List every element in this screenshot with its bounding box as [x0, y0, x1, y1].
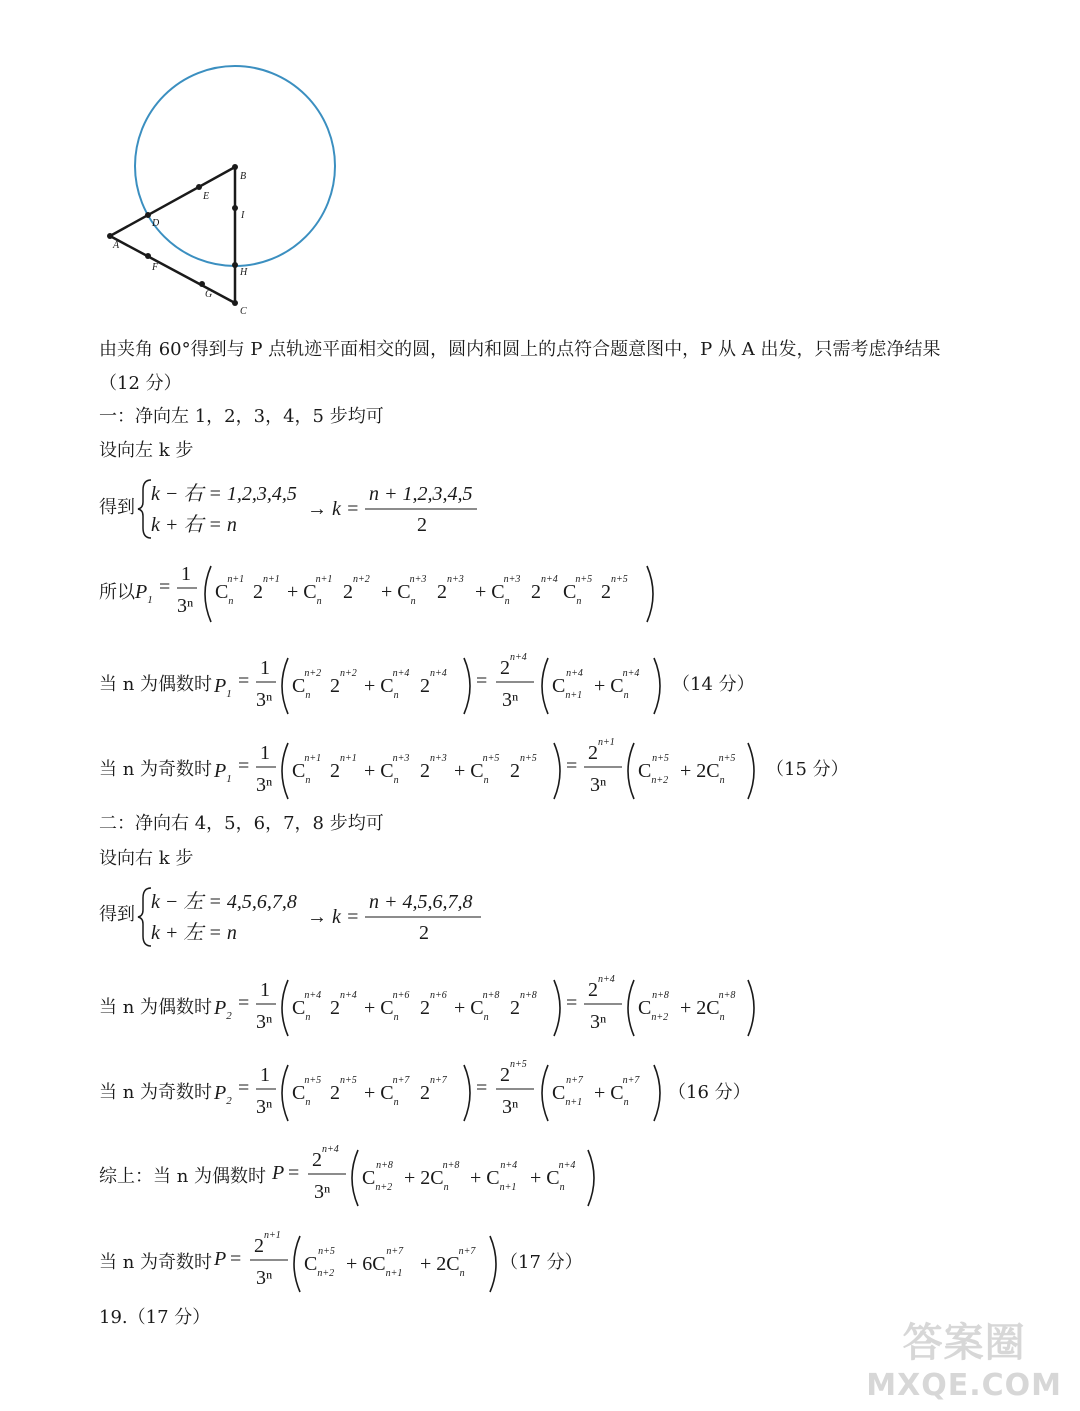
intro-text: 由夹角 60°得到与 P 点轨迹平面相交的圆，圆内和圆上的点符合题意图中，P 从 A 出发，只需考虑净结果: [99, 339, 941, 360]
label-B: B: [240, 171, 247, 182]
svg-text:n + 4,5,6,7,8: n + 4,5,6,7,8: [369, 891, 473, 913]
svg-text:+ Cn+1n+4: + $C_{n+1}n+4$: [470, 1160, 518, 1193]
svg-text:+ Cnn+6: + $C_nn+6$: [364, 990, 410, 1023]
svg-text:1: 1: [260, 742, 270, 764]
svg-text:2n+8: $2^{n+8}$: [510, 990, 537, 1019]
svg-text:2n+5: $2^{n+5}$: [330, 1075, 357, 1104]
svg-text:2n+6: $2^{n+6}$: [420, 990, 447, 1019]
odd-label-2: 当 n 为奇数时: [99, 1082, 213, 1103]
odd-label-1: 当 n 为奇数时: [99, 759, 213, 780]
svg-text:k − 右 = 1,2,3,4,5: k − 右 = 1,2,3,4,5: [151, 483, 297, 505]
svg-text:P: P: [214, 1248, 227, 1270]
svg-text:3ⁿ: 3ⁿ: [502, 1096, 519, 1118]
svg-text:2n+4: $2^{n+4}$: [420, 668, 447, 697]
svg-text:Cn+2n+5: $C_{n+2}n+5$: [304, 1246, 335, 1279]
svg-text:1: 1: [260, 657, 270, 679]
svg-text:+ Cnn+3: + $C_nn+3$: [475, 574, 521, 607]
svg-text:2n+5: $2^{n+5}$: [601, 574, 628, 603]
svg-text:3ⁿ: 3ⁿ: [177, 595, 194, 617]
svg-text:n + 1,2,3,4,5: n + 1,2,3,4,5: [369, 483, 473, 505]
svg-text:=: =: [238, 670, 250, 692]
svg-text:1: 1: [181, 563, 191, 585]
svg-text:+ Cnn+3: + $C_nn+3$: [381, 574, 427, 607]
p2-even-formula: [214, 962, 774, 1042]
svg-text:P2: $P_2$: [214, 997, 232, 1022]
svg-text:+ Cnn+5: + $C_nn+5$: [454, 753, 500, 786]
score-14: （14 分）: [672, 674, 755, 695]
svg-text:2: 2: [419, 922, 429, 944]
svg-text:=: =: [288, 1162, 300, 1184]
p-even-final: [272, 1132, 612, 1212]
svg-text:2n+4: $2^{n+4}$: [500, 652, 527, 679]
svg-text:2n+3: $2^{n+3}$: [420, 753, 447, 782]
geometry-figure: [95, 60, 355, 330]
score-15: （15 分）: [766, 759, 849, 780]
p1-odd-formula: [214, 725, 774, 805]
svg-text:P1: $P_1$: [214, 760, 232, 785]
case1-assume: 设向左 k 步: [99, 440, 194, 461]
svg-text:3ⁿ: 3ⁿ: [256, 1267, 273, 1289]
svg-text:2n+4: $2^{n+4}$: [531, 574, 558, 603]
svg-text:→ k =: → k =: [307, 906, 360, 928]
label-D: D: [152, 218, 160, 229]
svg-text:2n+4: $2^{n+4}$: [588, 974, 615, 1001]
watermark-logo: 答案圈 MXQE.COM: [866, 1320, 1062, 1403]
p-odd-final: [214, 1218, 514, 1298]
svg-text:Cn+2n+8: $C_{n+2}n+8$: [638, 990, 669, 1023]
svg-text:2n+3: $2^{n+3}$: [437, 574, 464, 603]
svg-text:3ⁿ: 3ⁿ: [590, 774, 607, 796]
svg-text:3ⁿ: 3ⁿ: [256, 774, 273, 796]
score-16: （16 分）: [668, 1082, 751, 1103]
even-label-2: 当 n 为偶数时: [99, 997, 213, 1018]
svg-text:2n+1: $2^{n+1}$: [330, 753, 357, 782]
svg-text:P: P: [272, 1162, 285, 1184]
svg-text:+ 2Cnn+8: + $2C_nn+8$: [680, 990, 736, 1023]
so-label: 所以: [99, 582, 135, 603]
case2-assume: 设向右 k 步: [99, 848, 194, 869]
p1-even-formula: [214, 640, 674, 720]
label-F: F: [152, 262, 159, 273]
label-E: E: [203, 191, 210, 202]
svg-text:2n+5: $2^{n+5}$: [500, 1059, 527, 1086]
p1-formula: [135, 558, 665, 630]
svg-text:=: =: [476, 1077, 488, 1099]
svg-text:Cn+1n+4: $C_{n+1}n+4$: [552, 668, 583, 701]
svg-text:Cnn+2: $C_nn+2$: [292, 668, 322, 701]
svg-text:=: =: [566, 992, 578, 1014]
svg-text:2n+4: $2^{n+4}$: [330, 990, 357, 1019]
svg-text:→ k =: → k =: [307, 498, 360, 520]
svg-text:+ 2Cnn+5: + $2C_nn+5$: [680, 753, 736, 786]
svg-text:3ⁿ: 3ⁿ: [502, 689, 519, 711]
triangle: [110, 167, 235, 303]
svg-text:k − 左 = 4,5,6,7,8: k − 左 = 4,5,6,7,8: [151, 891, 297, 913]
svg-text:Cnn+4: $C_nn+4$: [292, 990, 322, 1023]
svg-text:k + 左 = n: k + 左 = n: [151, 922, 237, 944]
svg-text:+ Cnn+7: + $C_nn+7$: [364, 1075, 410, 1108]
svg-text:1: 1: [260, 1064, 270, 1086]
svg-text:P1: $P_1$: [214, 675, 232, 700]
odd-final-label: 当 n 为奇数时: [99, 1252, 213, 1273]
svg-text:Cnn+1: $C_nn+1$: [215, 574, 245, 607]
svg-text:2n+2: $2^{n+2}$: [330, 668, 357, 697]
svg-text:P2: $P_2$: [214, 1082, 232, 1107]
svg-text:+ Cnn+4: + $C_nn+4$: [364, 668, 410, 701]
label-H: H: [240, 267, 248, 278]
svg-text:=: =: [238, 992, 250, 1014]
svg-text:+ 2Cnn+7: + $2C_nn+7$: [420, 1246, 476, 1279]
svg-text:2n+4: $2^{n+4}$: [312, 1144, 339, 1171]
label-A: A: [113, 240, 120, 251]
p2-odd-formula: [214, 1047, 674, 1127]
svg-text:Cn+1n+7: $C_{n+1}n+7$: [552, 1075, 583, 1108]
score-17: （17 分）: [500, 1252, 583, 1273]
case2-title: 二：净向右 4，5，6，7，8 步均可: [99, 813, 384, 834]
system-equation-2: [137, 884, 487, 950]
svg-text:Cnn+5: $C_nn+5$: [292, 1075, 322, 1108]
svg-text:2n+5: $2^{n+5}$: [510, 753, 537, 782]
case1-title: 一：净向左 1，2，3，4，5 步均可: [99, 406, 384, 427]
question-19: 19.（17 分）: [99, 1307, 211, 1328]
svg-text:=: =: [238, 755, 250, 777]
svg-text:+ Cnn+4: + $C_nn+4$: [530, 1160, 576, 1193]
svg-text:+ Cnn+8: + $C_nn+8$: [454, 990, 500, 1023]
svg-text:3ⁿ: 3ⁿ: [256, 1011, 273, 1033]
svg-text:=: =: [566, 755, 578, 777]
svg-text:+ Cnn+3: + $C_nn+3$: [364, 753, 410, 786]
svg-text:2n+2: $2^{n+2}$: [343, 574, 370, 603]
svg-text:2n+1: $2^{n+1}$: [253, 574, 280, 603]
system-equation-1: [137, 476, 487, 542]
svg-text:Cnn+5: $C_nn+5$: [563, 574, 593, 607]
svg-text:k + 右 = n: k + 右 = n: [151, 514, 237, 536]
svg-text:=: =: [476, 670, 488, 692]
even-label-1: 当 n 为偶数时: [99, 674, 213, 695]
svg-text:+ Cnn+4: + $C_nn+4$: [594, 668, 640, 701]
get-label-2: 得到: [99, 904, 135, 925]
svg-text:+ 6Cn+1n+7: + $6C_{n+1}n+7$: [346, 1246, 404, 1279]
svg-text:3ⁿ: 3ⁿ: [314, 1181, 331, 1203]
score-12: （12 分）: [99, 373, 182, 394]
svg-text:P1: $P_1$: [135, 581, 153, 606]
svg-text:Cn+2n+8: $C_{n+2}n+8$: [362, 1160, 393, 1193]
svg-text:+ Cnn+1: + $C_nn+1$: [287, 574, 333, 607]
svg-text:+ Cnn+7: + $C_nn+7$: [594, 1075, 640, 1108]
label-I: I: [241, 210, 245, 221]
svg-text:Cn+2n+5: $C_{n+2}n+5$: [638, 753, 669, 786]
label-C: C: [240, 306, 247, 317]
svg-text:2n+1: $2^{n+1}$: [254, 1230, 281, 1257]
svg-text:3ⁿ: 3ⁿ: [256, 1096, 273, 1118]
label-G: G: [205, 289, 213, 300]
svg-text:+ 2Cnn+8: + $2C_nn+8$: [404, 1160, 460, 1193]
svg-text:3ⁿ: 3ⁿ: [590, 1011, 607, 1033]
svg-text:Cnn+1: $C_nn+1$: [292, 753, 322, 786]
svg-text:1: 1: [260, 979, 270, 1001]
svg-text:3ⁿ: 3ⁿ: [256, 689, 273, 711]
svg-text:2: 2: [417, 514, 427, 536]
get-label-1: 得到: [99, 497, 135, 518]
svg-text:2n+1: $2^{n+1}$: [588, 737, 615, 764]
summary-label: 综上：当 n 为偶数时: [99, 1166, 267, 1187]
svg-text:2n+7: $2^{n+7}$: [420, 1075, 447, 1104]
svg-text:=: =: [230, 1248, 242, 1270]
svg-text:=: =: [238, 1077, 250, 1099]
svg-text:=: =: [159, 576, 171, 598]
